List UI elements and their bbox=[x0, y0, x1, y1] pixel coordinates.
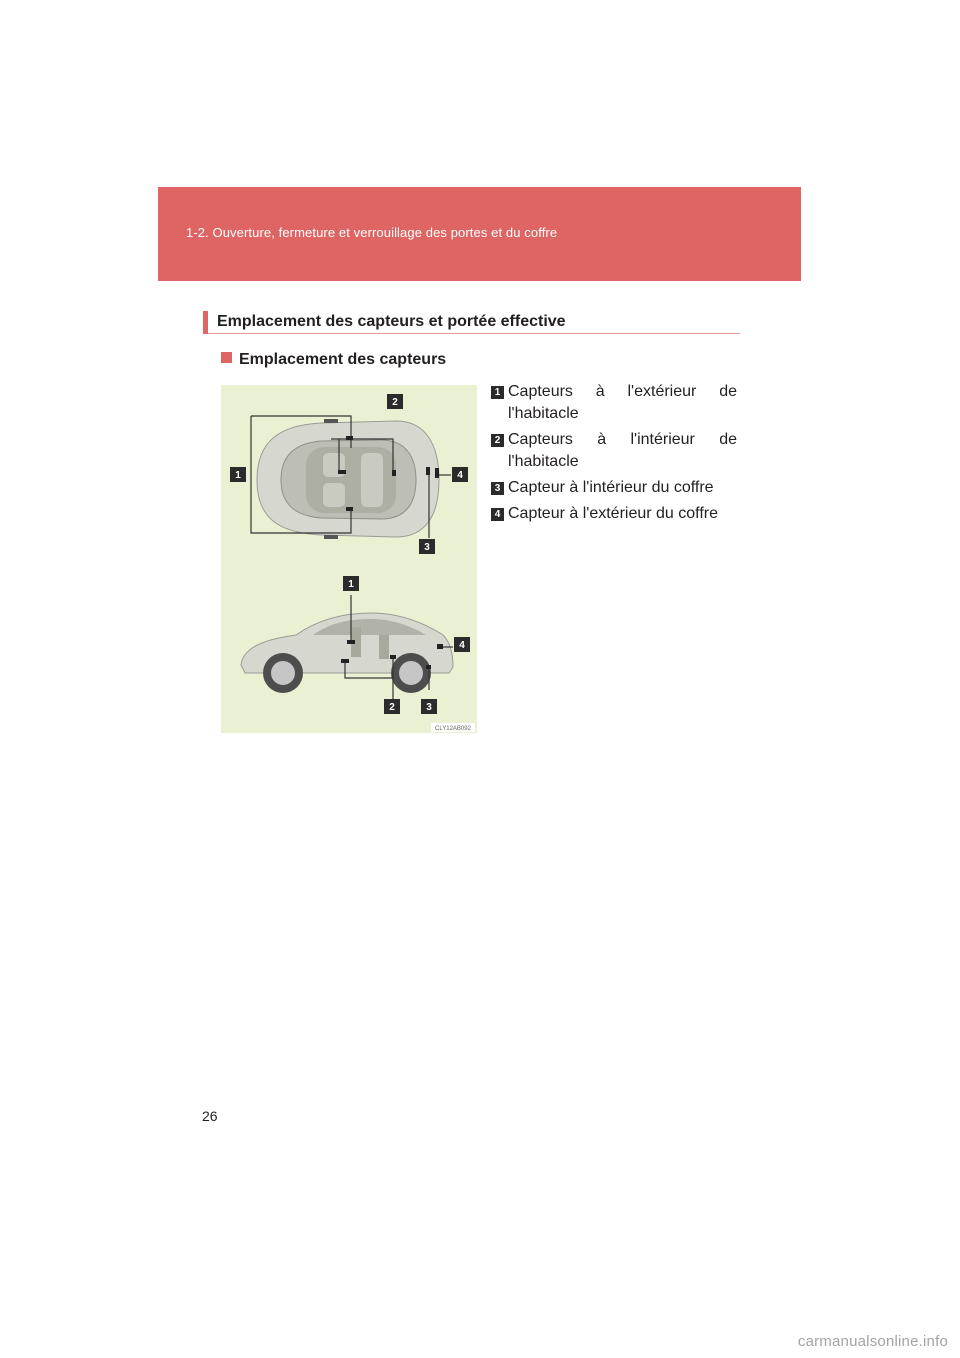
legend-text: Capteur à l'intérieur du coffre bbox=[508, 479, 714, 496]
list-item bbox=[491, 477, 737, 499]
section-title bbox=[203, 311, 740, 334]
legend-number-badge: 2 bbox=[491, 434, 504, 447]
callout-label: 2 bbox=[389, 702, 395, 713]
subheading-square-icon bbox=[221, 352, 232, 363]
legend-text: Capteur à l'extérieur du coffre bbox=[508, 505, 718, 522]
legend-number-badge: 3 bbox=[491, 482, 504, 495]
section-title-marker bbox=[203, 311, 208, 334]
legend-text: Capteurs à l'intérieur de l'habitacle bbox=[508, 431, 737, 470]
car-illustration bbox=[221, 385, 477, 733]
header-band bbox=[158, 187, 801, 281]
legend-list bbox=[491, 381, 737, 529]
car-side-view bbox=[241, 613, 453, 693]
sensor-location-figure bbox=[221, 385, 477, 733]
list-item bbox=[491, 503, 737, 525]
list-item bbox=[491, 381, 737, 425]
subheading-text: Emplacement des capteurs bbox=[239, 351, 447, 368]
legend-number-badge: 1 bbox=[491, 386, 504, 399]
subheading bbox=[221, 351, 446, 369]
section-title-text: Emplacement des capteurs et portée effective bbox=[217, 313, 566, 330]
callout-label: 1 bbox=[235, 470, 241, 481]
legend-text: Capteurs à l'extérieur de l'habitacle bbox=[508, 383, 737, 422]
page-number: 26 bbox=[202, 1108, 218, 1124]
header-section-label: 1-2. Ouverture, fermeture et verrouillage des portes et du coffre bbox=[186, 225, 558, 240]
callout-label: 4 bbox=[457, 470, 463, 481]
callout-label: 4 bbox=[459, 640, 465, 651]
figure-image-code: CLY12AB092 bbox=[435, 726, 471, 732]
callout-label: 3 bbox=[424, 542, 430, 553]
callout-label: 2 bbox=[392, 397, 398, 408]
list-item bbox=[491, 429, 737, 473]
callout-label: 1 bbox=[348, 579, 354, 590]
callout-label: 3 bbox=[426, 702, 432, 713]
legend-number-badge: 4 bbox=[491, 508, 504, 521]
watermark-link[interactable]: carmanualsonline.info bbox=[797, 1333, 948, 1350]
